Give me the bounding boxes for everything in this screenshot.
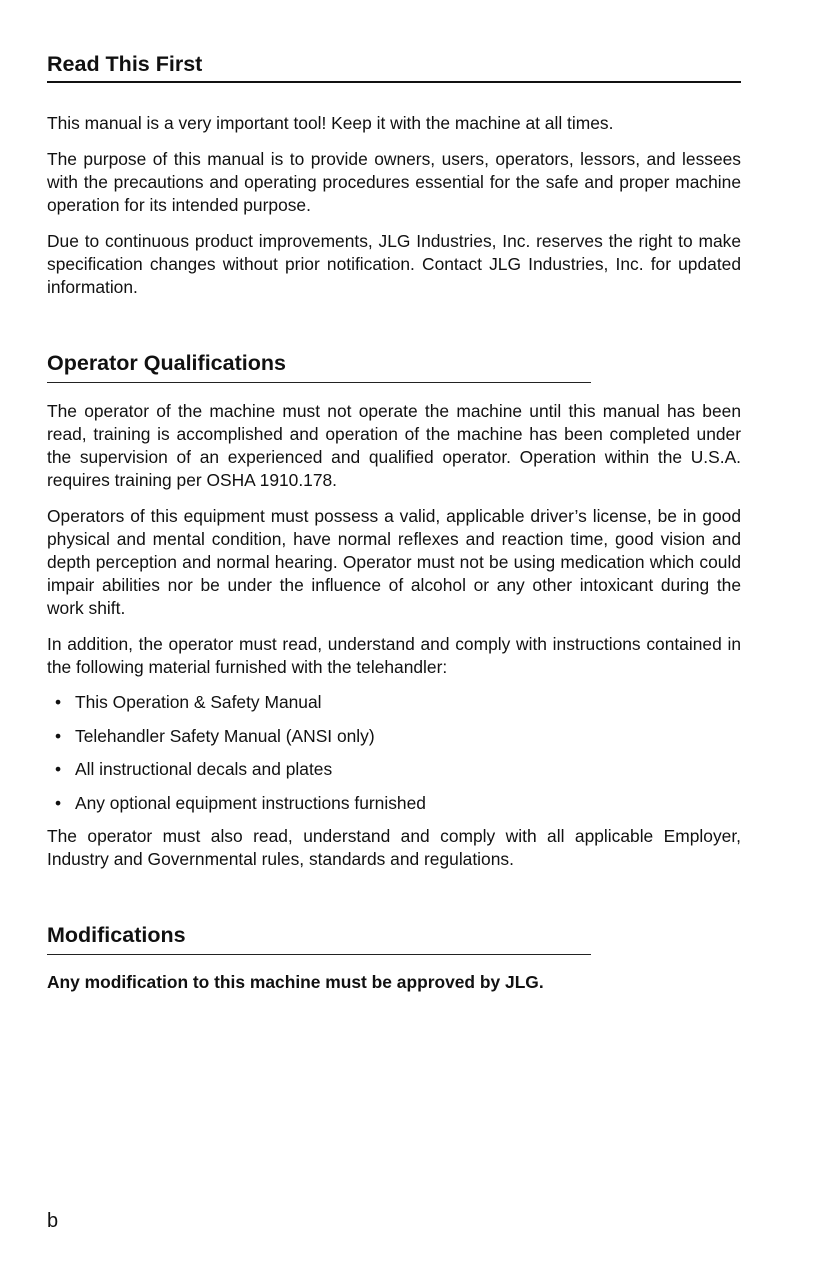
paragraph: The operator must also read, understand and comply with all applicable Employer, Industry and Governmental rules, standards and regulations. xyxy=(47,826,741,869)
paragraph: Due to continuous product improvements, JLG Industries, Inc. reserves the right to make specification changes without prior notification. Contact JLG Industries, Inc. for updated information. xyxy=(47,231,741,297)
list-item xyxy=(47,792,741,815)
bullet-icon: • xyxy=(55,792,62,813)
bullet-icon: • xyxy=(55,759,62,779)
paragraph: Operators of this equipment must possess a valid, applicable driver’s license, be in good physical and mental condition, have normal reflexes and reaction time, good vision and depth perception and normal hearing. Operator must not be using medication which could impair abilities nor be under the influence of alcohol or any other intoxicant during the work shift. xyxy=(47,506,741,618)
paragraph: The operator of the machine must not operate the machine until this manual has been read, training is accomplished and operation of the machine has been completed under the supervision of an experienced and qualified operator. Operation within the U.S.A. requires training per OSHA 1910.178. xyxy=(47,401,741,490)
heading-rule xyxy=(47,382,591,383)
list-item xyxy=(47,691,741,714)
section-heading-read-this-first: Read This First xyxy=(47,52,203,76)
list-item-text: This Operation & Safety Manual xyxy=(75,692,322,712)
modifications-section xyxy=(47,922,741,994)
paragraph: In addition, the operator must read, understand and comply with instructions contained in the following material furnished with the telehandler: xyxy=(47,634,741,677)
section-heading-modifications: Modifications xyxy=(47,923,186,947)
list-item-text: Any optional equipment instructions furnished xyxy=(75,792,426,813)
page-number: b xyxy=(47,1210,59,1232)
list-item-text: Telehandler Safety Manual (ANSI only) xyxy=(75,725,375,746)
section-heading-operator-qualifications: Operator Qualifications xyxy=(47,351,286,375)
heading-rule xyxy=(47,81,741,83)
paragraph: The purpose of this manual is to provide owners, users, operators, lessors, and lessees with the precautions and operating procedures essential for the safe and proper machine operation for its intended purpose. xyxy=(47,149,741,215)
bullet-icon: • xyxy=(55,692,62,712)
list-item-text: All instructional decals and plates xyxy=(75,759,333,779)
heading-rule xyxy=(47,954,591,955)
paragraph: This manual is a very important tool! Keep it with the machine at all times. xyxy=(47,113,614,133)
bullet-icon: • xyxy=(55,725,62,746)
manual-page xyxy=(47,0,741,1275)
read-this-first-section xyxy=(47,51,741,299)
list-item xyxy=(47,758,741,781)
list-item xyxy=(47,725,741,748)
modification-notice: Any modification to this machine must be approved by JLG. xyxy=(47,972,544,992)
materials-list xyxy=(47,691,741,815)
operator-qualifications-section xyxy=(47,350,741,871)
